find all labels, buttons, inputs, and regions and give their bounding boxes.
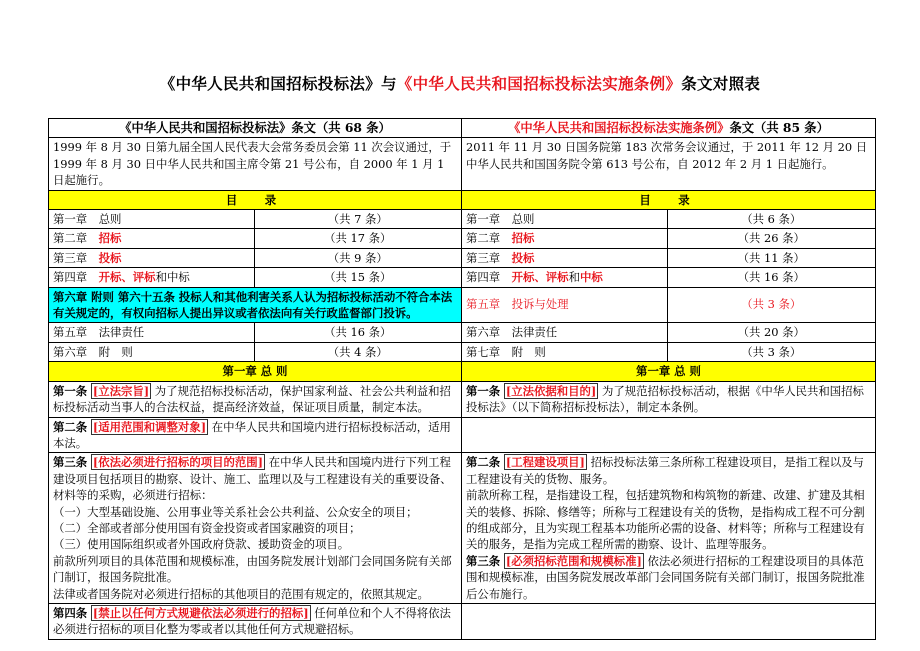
left-toc [49,210,462,288]
left-toc-tail [49,323,462,362]
right-header-rest: 条文（共 85 条） [729,120,829,135]
toc-item: 第五章 法律责任 （共 16 条） [49,323,461,342]
chapter1-title-row [49,362,876,381]
right-header-red: 《中华人民共和国招标投标法实施条例》 [508,120,730,135]
left-article-2: 第二条 [适用范围和调整对象] 在中华人民共和国境内进行招标投标活动，适用本法。 [49,417,462,453]
right-article-empty [462,417,876,453]
chapter5-row [49,287,876,323]
toc-item: 第六章 法律责任 （共 20 条） [462,323,875,342]
toc-item: 第三章 投标 （共 9 条） [49,248,461,267]
toc-item: 第一章 总则 （共 6 条） [462,210,875,229]
left-intro: 1999 年 8 月 30 日第九届全国人民代表大会常务委员会第 11 次会议通过，于 1999 年 8 月 30 日中华人民共和国主席令第 21 号公布，自 2000 年 1 月 1 日起施行。 [49,138,462,190]
left-article-1: 第一条 [立法宗旨] 为了规范招标投标活动，保护国家利益、社会公共利益和招标投标活动当事人的合法权益，提高经济效益，保证项目质量，制定本法。 [49,381,462,417]
right-ch5: 第五章 投诉与处理 （共 3 条） [462,287,876,323]
header-row [49,119,876,138]
right-article-1: 第一条 [立法依据和目的] 为了规范招标投标活动，根据《中华人民共和国招标投标法》（以下简称招标投标法），制定本条例。 [462,381,876,417]
article3-row [49,453,876,604]
toc-item: 第七章 附 则 （共 3 条） [462,342,875,361]
toc-item: 第四章 开标、评标和中标 （共 15 条） [49,268,461,287]
article2-row [49,417,876,453]
intro-row [49,138,876,190]
title-part1: 《中华人民共和国招标投标法》与 [159,74,397,93]
left-article-4: 第四条 [禁止以任何方式规避依法必须进行的招标] 任何单位和个人不得将依法必须进行招标的项目化整为零或者以其他任何方式规避招标。 [49,603,462,639]
toc-title-row [49,190,876,209]
comparison-table [48,118,876,640]
right-intro: 2011 年 11 月 30 日国务院第 183 次常务会议通过，于 2011 年 12 月 20 日中华人民共和国国务院令第 613 号公布，自 2012 年 2 月 1 日起施行。 [462,138,876,190]
right-toc-tail [462,323,876,362]
toc-tail-row [49,323,876,362]
article4-row [49,603,876,639]
left-toc-title: 目 录 [49,190,462,209]
left-header: 《中华人民共和国招标投标法》条文（共 68 条） [49,119,462,138]
toc-item: 第四章 开标、评标和中标 （共 16 条） [462,268,875,287]
toc-item: 第一章 总则 （共 7 条） [49,210,461,229]
article1-row [49,381,876,417]
toc-item: 第二章 招标 （共 26 条） [462,229,875,248]
right-article-2-3: 第二条 [工程建设项目] 招标投标法第三条所称工程建设项目，是指工程以及与工程建设有关的货物、服务。 前款所称工程，是指建设工程，包括建筑物和构筑物的新建、改建、扩建及其相关的装修、拆除、修缮等；所称与工程建设有关的货物，是指构成工程不可分割的组成部分，且为实现工程基本功能所必需的设备、材料等；所称与工程建设有关的服务，是指为完成工程所需的勘察、设计、监理等服务。 第三条 [必须招标范围和规模标准] 依法必须进行招标的工程建设项目的具体范围和规模标准，由国务院发展改革部门会同国务院有关部门制订，报国务院批准后公布施行。 [462,453,876,604]
right-toc-title: 目 录 [462,190,876,209]
right-toc [462,210,876,288]
toc-item: 第三章 投标 （共 11 条） [462,248,875,267]
left-chapter1-title: 第一章 总 则 [49,362,462,381]
toc-item: 第六章 附 则 （共 4 条） [49,342,461,361]
right-header [462,119,876,138]
right-chapter1-title: 第一章 总 则 [462,362,876,381]
toc-item: 第二章 招标 （共 17 条） [49,229,461,248]
left-note-highlight: 第六章 附则 第六十五条 投标人和其他利害关系人认为招标投标活动不符合本法有关规定的，有权向招标人提出异议或者依法向有关行政监督部门投诉。 [49,287,462,323]
right-article-empty-2 [462,603,876,639]
page-title [0,72,920,94]
left-article-3: 第三条 [依法必须进行招标的项目的范围] 在中华人民共和国境内进行下列工程建设项目包括项目的勘察、设计、施工、监理以及与工程建设有关的重要设备、材料等的采购，必须进行招标： （一）大型基础设施、公用事业等关系社会公共利益、公众安全的项目； （二）全部或者部分使用国有资金投资或者国家融资的项目； （三）使用国际组织或者外国政府贷款、援助资金的项目。 前款所列项目的具体范围和规模标准，由国务院发展计划部门会同国务院有关部门制订，报国务院批准。 法律或者国务院对必须进行招标的其他项目的范围有规定的，依照其规定。 [49,453,462,604]
title-part2: 《中华人民共和国招标投标法实施条例》 [396,74,682,93]
title-part3: 条文对照表 [681,74,761,93]
toc-row [49,210,876,288]
